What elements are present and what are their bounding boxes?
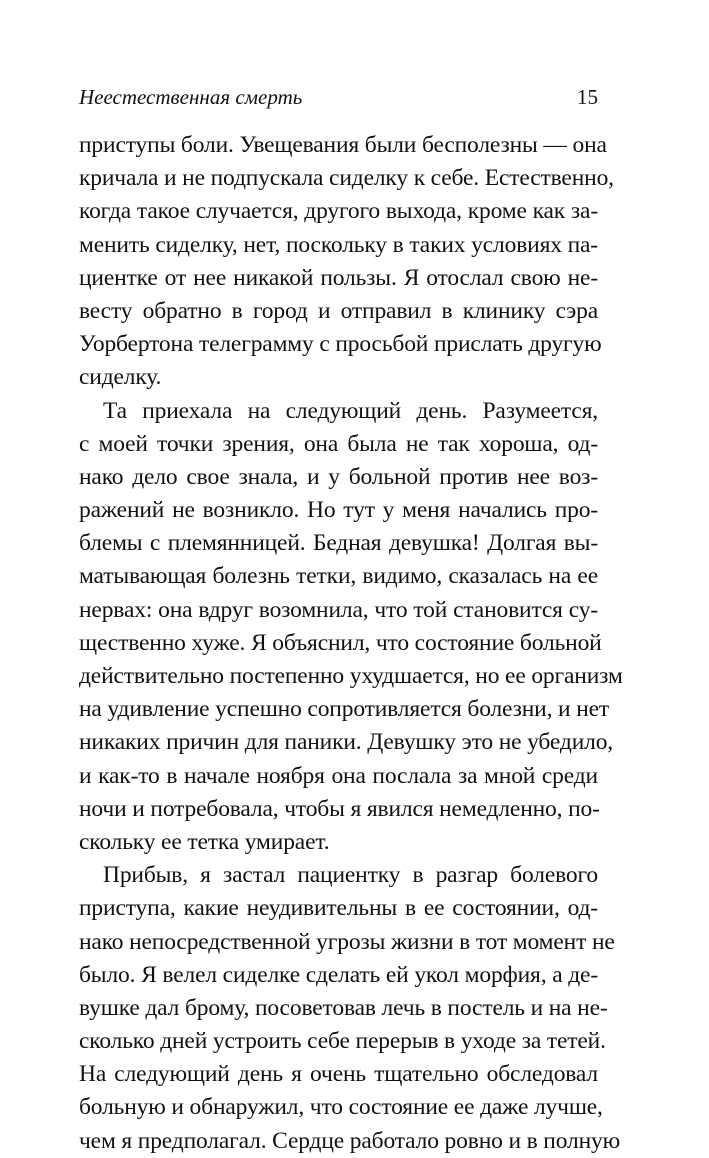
text-line: ражений не возникло. Но тут у меня начались про- bbox=[79, 497, 598, 524]
text-line: Прибыв, я застал пациентку в разгар болевого bbox=[103, 862, 598, 889]
text-line: На следующий день я очень тщательно обследовал bbox=[79, 1061, 598, 1088]
paragraph bbox=[79, 129, 614, 395]
text-line: нако непосредственной угрозы жизни в тот момент не bbox=[79, 928, 615, 955]
text-line: приступы боли. Увещевания были бесполезны — она bbox=[79, 132, 607, 158]
text-line: матывающая болезнь тетки, видимо, сказалась на ее bbox=[79, 563, 598, 590]
text-line: вушке дал брому, посоветовав лечь в постель и на не- bbox=[79, 994, 608, 1021]
text-line: щественно хуже. Я объяснил, что состояние больной bbox=[79, 629, 602, 656]
text-line: приступа, какие неудивительны в ее состоянии, од- bbox=[79, 895, 598, 922]
body-text bbox=[79, 129, 623, 1158]
text-line: сколько дней устроить себе перерыв в уходе за тетей. bbox=[79, 1028, 606, 1055]
text-line: и как-то в начале ноября она послала за мной среди bbox=[79, 762, 598, 789]
text-line: циентке от нее никакой пользы. Я отослал свою не- bbox=[79, 264, 598, 291]
text-line: никаких причин для паники. Девушку это не убедило, bbox=[79, 729, 614, 756]
text-line: кричала и не подпускала сиделку к себе. Естественно, bbox=[79, 165, 614, 192]
running-header bbox=[79, 84, 598, 110]
text-line: весту обратно в город и отправил в клинику сэра bbox=[79, 297, 598, 324]
text-line: сиделку. bbox=[79, 364, 162, 391]
text-line: чем я предполагал. Сердце работало ровно и в полную bbox=[79, 1127, 620, 1154]
text-line: нако дело свое знала, и у больной против нее воз- bbox=[79, 463, 598, 490]
text-line: действительно постепенно ухудшается, но ее организм bbox=[79, 663, 623, 689]
text-line: менить сиделку, нет, поскольку в таких условиях па- bbox=[79, 231, 598, 258]
text-line: скольку ее тетка умирает. bbox=[79, 828, 330, 855]
text-line: Та приехала на следующий день. Разумеется, bbox=[103, 397, 598, 424]
text-line: больную и обнаружил, что состояние ее даже лучше, bbox=[79, 1094, 603, 1121]
text-line: с моей точки зрения, она была не так хороша, од- bbox=[79, 430, 598, 457]
paragraph bbox=[79, 395, 623, 860]
text-line: было. Я велел сиделке сделать ей укол морфия, а де- bbox=[79, 961, 598, 988]
text-line: блемы с племянницей. Бедная девушка! Долгая вы- bbox=[79, 530, 598, 557]
text-line: на удивление успешно сопротивляется болезни, и нет bbox=[79, 696, 610, 723]
paragraph bbox=[79, 859, 620, 1158]
text-line: ночи и потребовала, чтобы я явился немедленно, по- bbox=[79, 795, 600, 822]
running-title: Неестественная смерть bbox=[79, 85, 303, 109]
page-number: 15 bbox=[577, 85, 598, 109]
text-line: когда такое случается, другого выхода, кроме как за- bbox=[79, 198, 598, 225]
text-line: нервах: она вдруг возомнила, что той становится су- bbox=[79, 596, 598, 623]
text-line: Уорбертона телеграмму с просьбой прислать другую bbox=[79, 331, 602, 358]
